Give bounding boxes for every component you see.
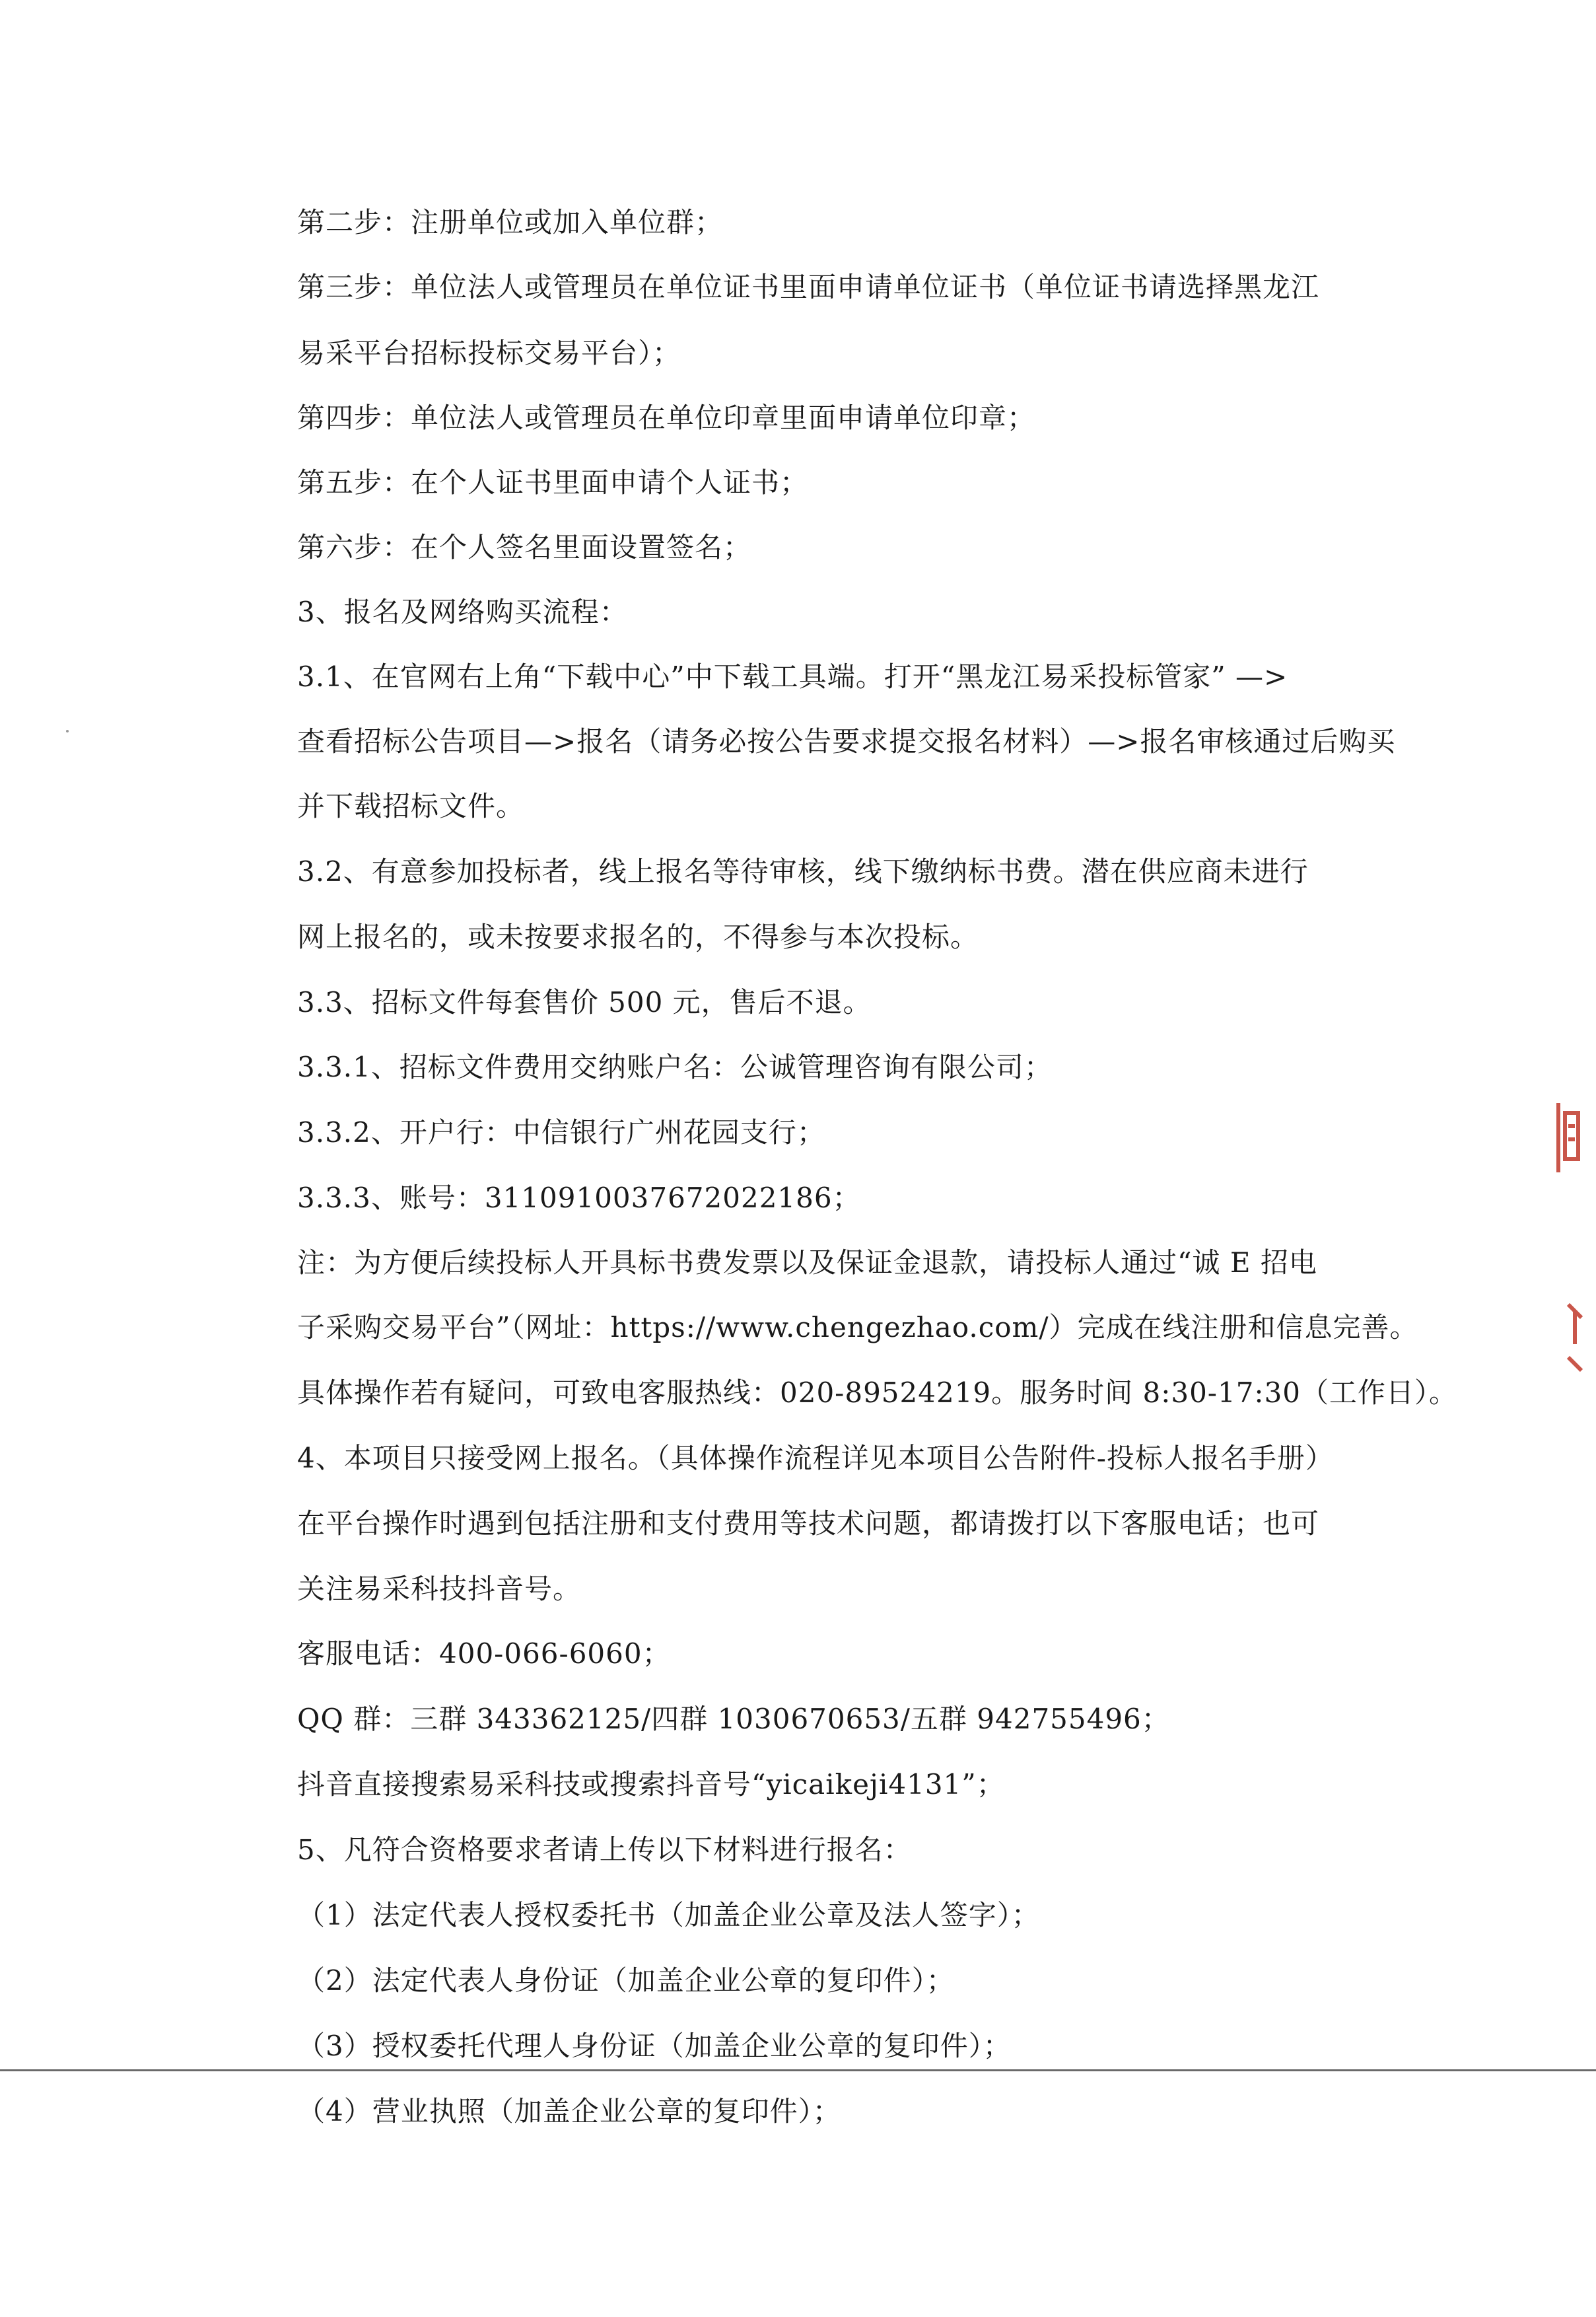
text-line: 并下载招标文件。 [297,790,525,822]
text-line: 注：为方便后续投标人开具标书费发票以及保证金退款，请投标人通过“诚 E 招电 [297,1246,1317,1279]
text-line: 关注易采科技抖音号。 [297,1573,582,1605]
text-line: 3.3.3、账号：3110910037672022186； [297,1182,861,1214]
text-line: 第二步：注册单位或加入单位群； [297,206,724,238]
section-heading: 4、本项目只接受网上报名。（具体操作流程详见本项目公告附件-投标人报名手册） [297,1442,1334,1474]
text-line: 查看招标公告项目—>报名（请务必按公告要求提交报名材料）—>报名审核通过后购买 [297,725,1396,758]
list-item: （4）营业执照（加盖企业公章的复印件）； [297,2095,841,2127]
text-line: QQ 群：三群 343362125/四群 1030670653/五群 942755496； [297,1703,1170,1735]
section-heading: 5、凡符合资格要求者请上传以下材料进行报名： [297,1834,912,1866]
text-line: 3.1、在官网右上角“下载中心”中下载工具端。打开“黑龙江易采投标管家” —> [297,660,1288,693]
list-item: （3）授权委托代理人身份证（加盖企业公章的复印件）； [297,2030,1012,2062]
text-line: 子采购交易平台”（网址：https://www.chengezhao.com/）完成在线注册和信息完善。 [297,1311,1418,1343]
list-item: （1）法定代表人授权委托书（加盖企业公章及法人签字）； [297,1899,1040,1931]
text-line: 第三步：单位法人或管理员在单位证书里面申请单位证书（单位证书请选择黑龙江 [297,271,1320,303]
text-line: 3.2、有意参加投标者，线上报名等待审核，线下缴纳标书费。潜在供应商未进行 [297,855,1309,888]
text-line: 第四步：单位法人或管理员在单位印章里面申请单位印章； [297,402,1036,434]
text-line: 网上报名的，或未按要求报名的，不得参与本次投标。 [297,921,979,953]
text-line: 3.3.2、开户行：中信银行广州花园支行； [297,1116,825,1149]
text-line: 易采平台招标投标交易平台）； [297,337,681,369]
text-line: 具体操作若有疑问，可致电客服热线：020-89524219。服务时间 8:30-17:30（工作日）。 [297,1376,1458,1409]
scan-speck [66,730,69,732]
text-line: 3.3、招标文件每套售价 500 元，售后不退。 [297,986,872,1018]
scan-fold-line [0,2069,1596,2071]
text-line: 在平台操作时遇到包括注册和支付费用等技术问题，都请拨打以下客服电话；也可 [297,1507,1320,1540]
seal-fragment-icon [1562,1298,1588,1388]
text-line: 第六步：在个人签名里面设置签名； [297,531,752,563]
text-line: 第五步：在个人证书里面申请个人证书； [297,466,809,499]
text-line: 客服电话：400-066-6060； [297,1637,671,1670]
text-line: 3.3.1、招标文件费用交纳账户名：公诚管理咨询有限公司； [297,1051,1053,1083]
list-item: （2）法定代表人身份证（加盖企业公章的复印件）； [297,1964,955,1997]
section-heading: 3、报名及网络购买流程： [297,596,628,628]
seal-fragment-icon [1552,1100,1585,1190]
text-line: 抖音直接搜索易采科技或搜索抖音号“yicaikeji4131”； [297,1768,1005,1800]
